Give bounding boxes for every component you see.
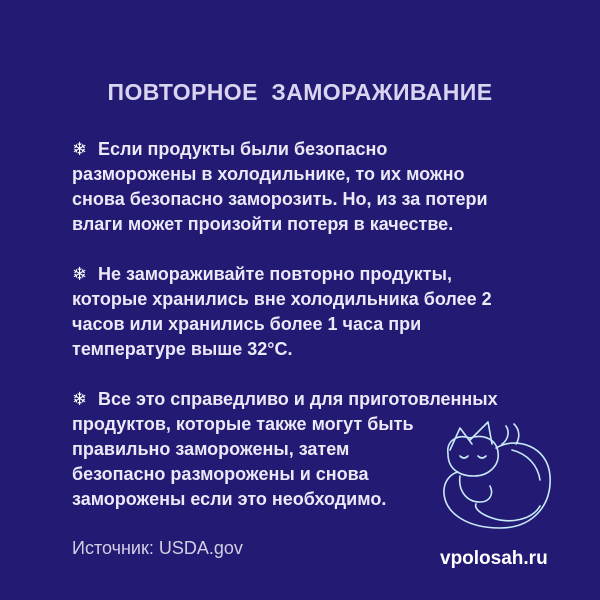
snowflake-icon: ❄ bbox=[72, 389, 88, 409]
paragraph-line: правильно заморожены, затем bbox=[72, 439, 350, 459]
paragraph-line: снова безопасно заморозить. Но, из за потери bbox=[72, 189, 488, 209]
cat-fur-stroke bbox=[502, 426, 508, 444]
cat-head bbox=[448, 437, 498, 476]
cat-tail bbox=[476, 504, 540, 521]
paragraph-line: разморожены в холодильнике, то их можно bbox=[72, 164, 465, 184]
paragraph-line bbox=[72, 387, 542, 412]
paragraph-line bbox=[72, 262, 542, 287]
paragraph-text: Все это справедливо и для приготовленных bbox=[98, 389, 498, 409]
info-paragraph-2 bbox=[72, 262, 542, 362]
paragraph-text: Не замораживайте повторно продукты, bbox=[98, 264, 452, 284]
cat-fur-stroke bbox=[512, 450, 540, 480]
cat-eye-right bbox=[478, 456, 486, 458]
paragraph-line: безопасно разморожены и снова bbox=[72, 464, 369, 484]
cat-ear-right bbox=[470, 422, 492, 444]
paragraph-line: продуктов, которые также могут быть bbox=[72, 414, 414, 434]
site-watermark: vpolosah.ru bbox=[440, 548, 548, 569]
paragraph-line: которые хранились вне холодильника более 2 bbox=[72, 289, 492, 309]
info-paragraph-1 bbox=[72, 137, 542, 237]
paragraph-line: заморожены если это необходимо. bbox=[72, 489, 387, 509]
paragraph-line: влаги может произойти потеря в качестве. bbox=[72, 214, 454, 234]
snowflake-icon: ❄ bbox=[72, 139, 88, 159]
source-credit: Источник: USDA.gov bbox=[72, 538, 243, 558]
cat-paw bbox=[460, 476, 492, 502]
paragraph-line: температуре выше 32°C. bbox=[72, 339, 293, 359]
cat-fur-stroke bbox=[514, 424, 519, 444]
snowflake-icon: ❄ bbox=[72, 264, 88, 284]
sleeping-cat-illustration bbox=[436, 410, 556, 535]
paragraph-line bbox=[72, 137, 542, 162]
cat-eye-left bbox=[460, 456, 468, 458]
paragraph-text: Если продукты были безопасно bbox=[98, 139, 388, 159]
paragraph-line: часов или хранились более 1 часа при bbox=[72, 314, 422, 334]
page-title: ПОВТОРНОЕ ЗАМОРАЖИВАНИЕ bbox=[107, 79, 493, 105]
